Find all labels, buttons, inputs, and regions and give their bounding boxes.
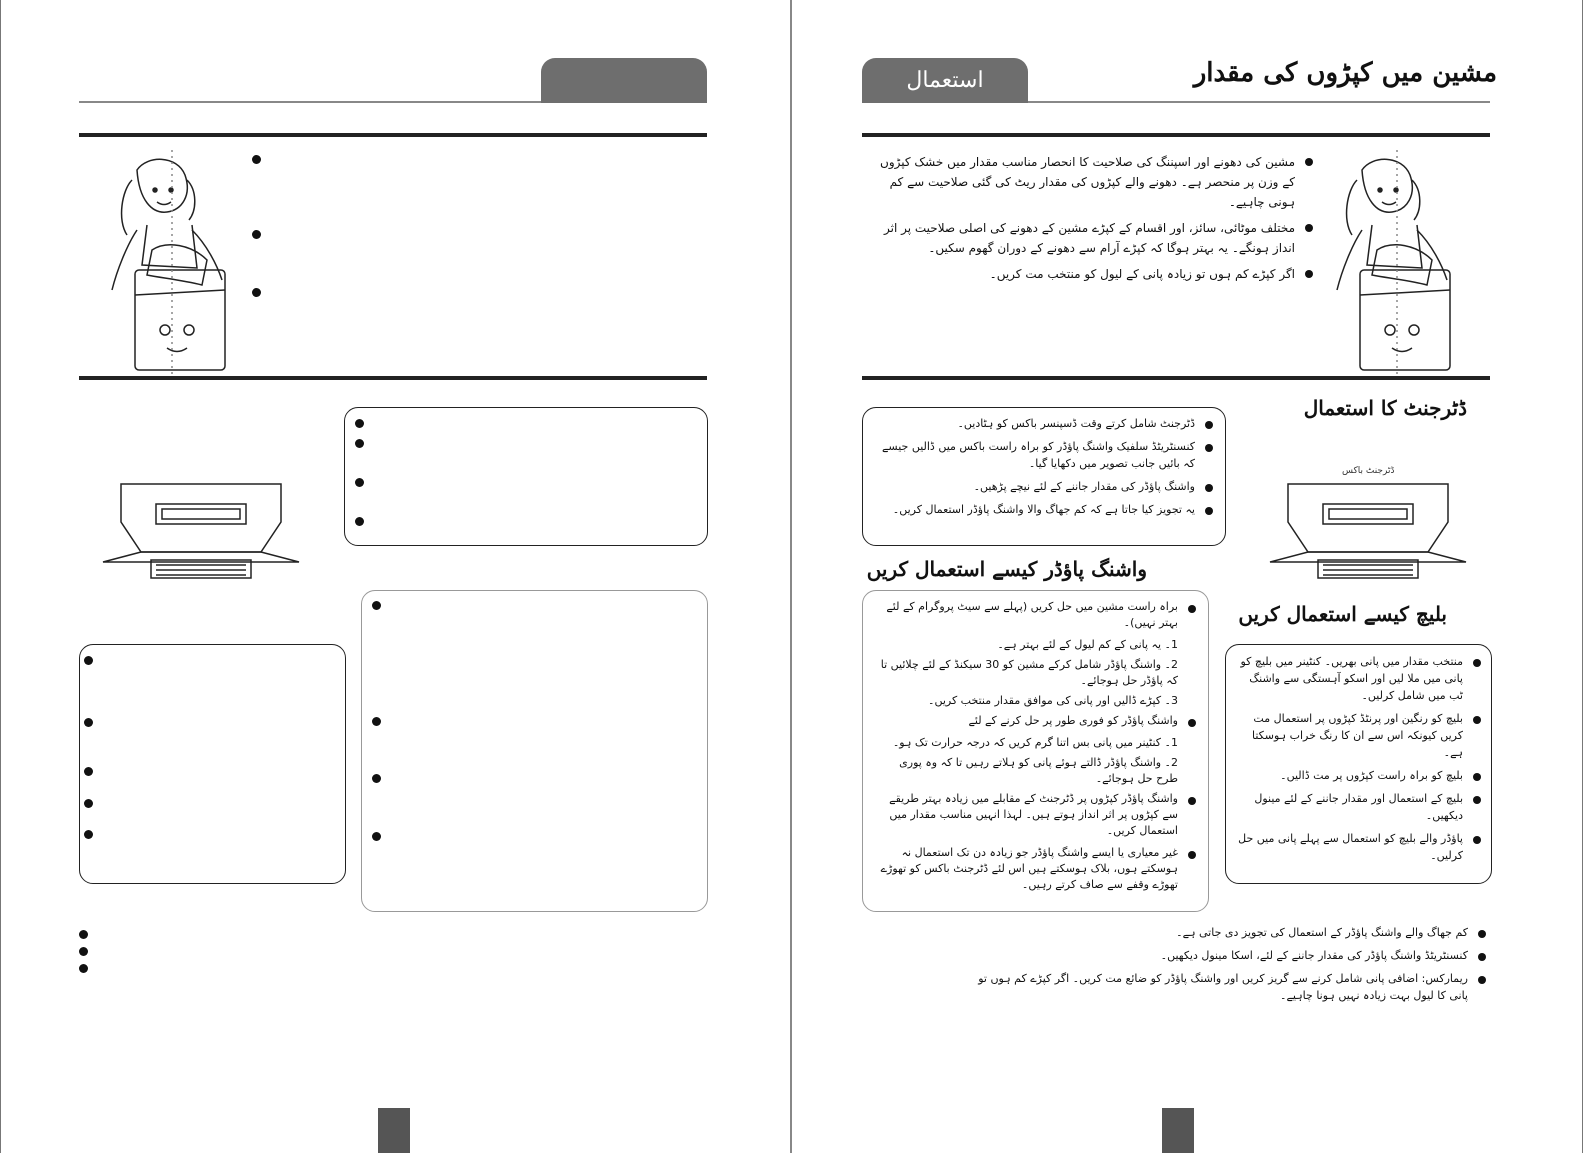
dispenser-caption: ڈٹرجنٹ باکس (1342, 466, 1395, 476)
detergent-dispenser-drawing (1268, 482, 1468, 582)
page-title: مشین میں کپڑوں کی مقدار (1193, 58, 1497, 88)
bleach-heading: بلیچ کیسے استعمال کریں (1238, 602, 1447, 626)
bleach-bullet-1: منتخب مقدار میں پانی بھریں۔ کنٹینر میں بلیچ کو پانی میں ملا لیں اور اسکو آہستگی سے واشنگ ٹب میں شامل کرلیں۔ (1234, 653, 1485, 704)
left-bullet-2 (252, 230, 261, 239)
bleach-bullet-5: پاؤڈر والے بلیچ کو استعمال سے پہلے پانی میں حل کرلیں۔ (1234, 830, 1485, 864)
left-note-bullet-3 (79, 964, 88, 973)
left-page (0, 0, 791, 1153)
left-page-number-block (378, 1108, 410, 1153)
woman-loading-washer-illustration (1322, 150, 1462, 375)
note-3: ریمارکس: اضافی پانی شامل کرنے سے گریز کریں اور واشنگ پاؤڈر کو ضائع مت کریں۔ اگر کپڑے کم ہوں تو پانی کا لیول بہت زیادہ نہیں ہونا چاہیے۔ (970, 970, 1490, 1004)
powder-sub-1: 1۔ یہ پانی کے کم لیول کے لئے بہتر ہے۔ (997, 638, 1178, 651)
capacity-bullet-3: اگر کپڑے کم ہوں تو زیادہ پانی کے لیول کو منتخب مت کریں۔ (877, 264, 1317, 284)
powder-item-3: واشنگ پاؤڈر کپڑوں پر ڈٹرجنٹ کے مقابلے میں زیادہ بہتر طریقے سے کپڑوں پر اثر انداز ہوتے ہیں۔ لہذا انہیں مناسب مقدار میں استعمال کریں۔ (875, 791, 1200, 839)
bleach-bullet-3: بلیچ کو براہ راست کپڑوں پر مت ڈالیں۔ (1234, 767, 1485, 784)
detergent-heading: ڈٹرجنٹ کا استعمال (1303, 396, 1467, 420)
powder-item-2: واشنگ پاؤڈر کو فوری طور پر حل کرنے کے لئے (875, 713, 1200, 729)
note-1: کم جھاگ والے واشنگ پاؤڈر کے استعمال کی تجویز دی جاتی ہے۔ (970, 924, 1490, 941)
detergent-dispenser-drawing (101, 482, 301, 582)
left-box-detergent (344, 407, 708, 546)
capacity-bullet-2: مختلف موٹائی، سائز، اور اقسام کے کپڑے مشین کے دھونے کی اصلی صلاحیت پر اثر انداز ہونگے۔ یہ بہتر ہوگا کہ کپڑے آرام سے دھونے کے دوران گھوم سکیں۔ (877, 218, 1317, 258)
detergent-box (862, 407, 1226, 546)
capacity-bullet-1: مشین کی دھونے اور اسپننگ کی صلاحیت کا انحصار مناسب مقدار میں خشک کپڑوں کے وزن پر منحصر ہے۔ دھونے والے کپڑوں کی مقدار ریٹ کی گئی صلاحیت سے کم ہونی چاہیے۔ (877, 152, 1317, 212)
left-bullet-1 (252, 155, 261, 164)
powder-item-4: غیر معیاری یا ایسے واشنگ پاؤڈر جو زیادہ دن تک استعمال نہ ہوسکتے ہوں، بلاک ہوسکتے ہیں اس لئے ڈٹرجنٹ باکس کو تھوڑے تھوڑے وقفے سے صاف کرتے رہیں۔ (875, 845, 1200, 893)
left-box-bleach (79, 644, 346, 884)
left-note-bullet-2 (79, 947, 88, 956)
capacity-bullets (877, 152, 1317, 290)
left-note-bullet-1 (79, 930, 88, 939)
detergent-bullet-3: واشنگ پاؤڈر کی مقدار جاننے کے لئے نیچے پڑھیں۔ (873, 478, 1217, 495)
bleach-bullet-4: بلیچ کے استعمال اور مقدار جاننے کے لئے مینول دیکھیں۔ (1234, 790, 1485, 824)
right-header-tab: استعمال (862, 58, 1028, 103)
bleach-bullet-2: بلیچ کو رنگین اور پرنٹڈ کپڑوں پر استعمال مت کریں کیونکہ اس سے ان کا رنگ خراب ہوسکتا ہے۔ (1234, 710, 1485, 761)
powder-sub-2: 2۔ واشنگ پاؤڈر شامل کرکے مشین کو 30 سیکنڈ کے لئے چلائیں تا کہ پاؤڈر حل ہوجائے۔ (880, 658, 1178, 687)
woman-loading-washer-illustration (97, 150, 237, 375)
powder-item-1: براہ راست مشین میں حل کریں (پہلے سے سیٹ پروگرام کے لئے بہتر نہیں)۔ (875, 599, 1200, 631)
right-section-rule-top (862, 133, 1490, 137)
powder-sub-5: 2۔ واشنگ پاؤڈر ڈالتے ہوئے پانی کو ہلاتے رہیں تا کہ وہ پوری طرح حل ہوجائے۔ (899, 756, 1178, 785)
left-header-tab (541, 58, 707, 103)
note-2: کنسنٹریٹڈ واشنگ پاؤڈر کی مقدار جاننے کے لئے، اسکا مینول دیکھیں۔ (970, 947, 1490, 964)
right-section-rule-mid (862, 376, 1490, 380)
bottom-notes (970, 924, 1490, 1010)
detergent-bullet-4: یہ تجویز کیا جاتا ہے کہ کم جھاگ والا واشنگ پاؤڈر استعمال کریں۔ (873, 501, 1217, 518)
powder-sub-3: 3۔ کپڑے ڈالیں اور پانی کی موافق مقدار منتخب کریں۔ (928, 694, 1178, 707)
right-page (792, 0, 1583, 1153)
bleach-box (1225, 644, 1492, 884)
powder-box (862, 590, 1209, 912)
detergent-bullet-1: ڈٹرجنٹ شامل کرتے وقت ڈسپنسر باکس کو ہٹادیں۔ (873, 415, 1217, 432)
powder-sub-4: 1۔ کنٹینر میں پانی بس اتنا گرم کریں کہ درجہ حرارت تک ہو۔ (892, 736, 1178, 749)
right-page-number-block (1162, 1108, 1194, 1153)
detergent-bullet-2: کنسنٹریٹڈ سلفیک واشنگ پاؤڈر کو براہ راست باکس میں ڈالیں جیسے کہ بائیں جانب تصویر میں دکھایا گیا۔ (873, 438, 1217, 472)
left-section-rule-top (79, 133, 707, 137)
left-section-rule-mid (79, 376, 707, 380)
left-box-powder (361, 590, 708, 912)
powder-heading: واشنگ پاؤڈر کیسے استعمال کریں (866, 557, 1147, 581)
left-bullet-3 (252, 288, 261, 297)
